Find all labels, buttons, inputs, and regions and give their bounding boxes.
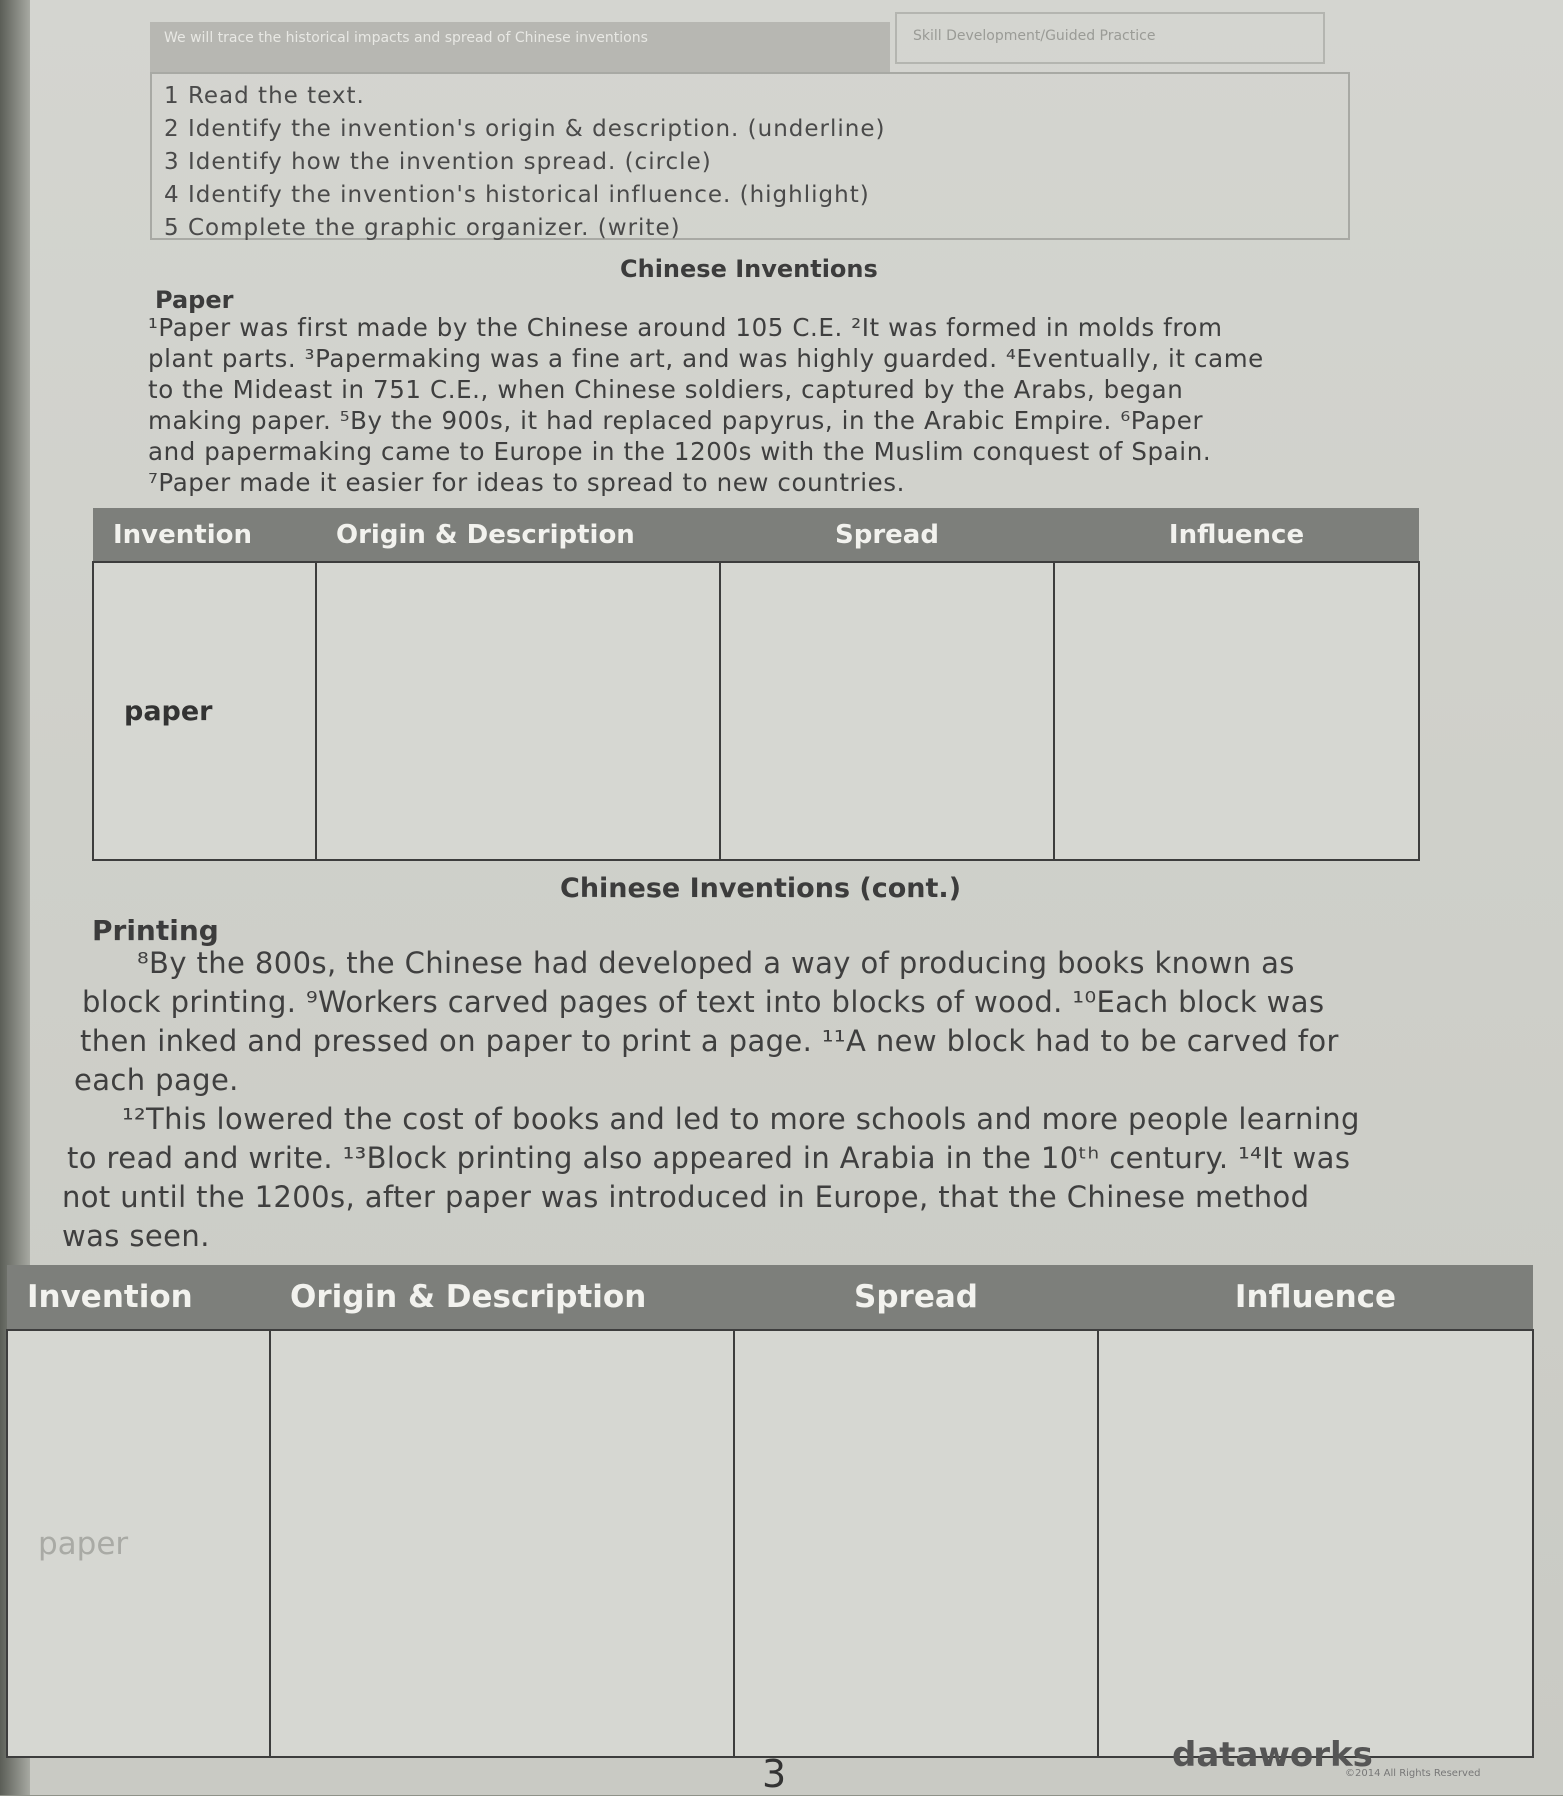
text-line: and papermaking came to Europe in the 1200s with the Muslim conquest of Spain. (148, 437, 1212, 466)
text-line: to the Mideast in 751 C.E., when Chinese soldiers, captured by the Arabs, began (148, 375, 1184, 404)
graphic-organizer-printing (6, 1265, 1534, 1758)
section1-heading: Paper (155, 286, 234, 314)
text-line: ⁸By the 800s, the Chinese had developed a way of producing books known as (137, 946, 1295, 980)
influence-cell[interactable] (1098, 1330, 1533, 1757)
col-spread: Spread (720, 508, 1054, 562)
section1-title: Chinese Inventions (620, 255, 878, 283)
spread-cell[interactable] (734, 1330, 1098, 1757)
col-origin: Origin & Description (270, 1265, 734, 1330)
section2-text (62, 944, 1360, 1256)
spread-cell[interactable] (720, 562, 1054, 860)
origin-cell[interactable] (270, 1330, 734, 1757)
instruction: 2 Identify the invention's origin & description. (underline) (164, 116, 886, 142)
copyright: ©2014 All Rights Reserved (1345, 1768, 1481, 1779)
text-line: making paper. ⁵By the 900s, it had replaced papyrus, in the Arabic Empire. ⁶Paper (148, 406, 1204, 435)
col-influence: Influence (1054, 508, 1419, 562)
text-line: ⁷Paper made it easier for ideas to spread to new countries. (148, 468, 906, 497)
instruction: 3 Identify how the invention spread. (circle) (164, 149, 712, 175)
col-invention: Invention (7, 1265, 270, 1330)
invention-cell: paper (93, 562, 316, 860)
text-line: ¹²This lowered the cost of books and led to more schools and more people learning (122, 1102, 1360, 1136)
section-label: Skill Development/Guided Practice (895, 12, 1325, 64)
col-origin: Origin & Description (316, 508, 720, 562)
text-line: block printing. ⁹Workers carved pages of text into blocks of wood. ¹⁰Each block was (82, 985, 1325, 1019)
invention-cell: paper (7, 1330, 270, 1757)
text-line: to read and write. ¹³Block printing also appeared in Arabia in the 10ᵗʰ century. ¹⁴It was (67, 1141, 1351, 1175)
dataworks-logo: dataworks (1172, 1735, 1373, 1775)
origin-cell[interactable] (316, 562, 720, 860)
graphic-organizer-paper (92, 508, 1420, 861)
text-line: plant parts. ³Papermaking was a fine art, and was highly guarded. ⁴Eventually, it came (148, 344, 1264, 373)
objective-banner: We will trace the historical impacts and spread of Chinese inventions (150, 22, 890, 74)
page-number: 3 (762, 1752, 787, 1796)
text-line: then inked and pressed on paper to print a page. ¹¹A new block had to be carved for (80, 1024, 1339, 1058)
section2-title: Chinese Inventions (cont.) (560, 873, 962, 904)
influence-cell[interactable] (1054, 562, 1419, 860)
text-line: ¹Paper was first made by the Chinese around 105 C.E. ²It was formed in molds from (148, 313, 1223, 342)
instruction: 5 Complete the graphic organizer. (write) (164, 215, 681, 241)
col-influence: Influence (1098, 1265, 1533, 1330)
section2-heading: Printing (92, 914, 219, 947)
col-invention: Invention (93, 508, 316, 562)
col-spread: Spread (734, 1265, 1098, 1330)
section1-text (148, 312, 1264, 498)
instruction: 4 Identify the invention's historical influence. (highlight) (164, 182, 870, 208)
text-line: each page. (74, 1063, 239, 1097)
instructions-box (150, 72, 1350, 240)
instruction: 1 Read the text. (164, 83, 365, 109)
text-line: was seen. (62, 1219, 210, 1253)
text-line: not until the 1200s, after paper was introduced in Europe, that the Chinese method (62, 1180, 1310, 1214)
